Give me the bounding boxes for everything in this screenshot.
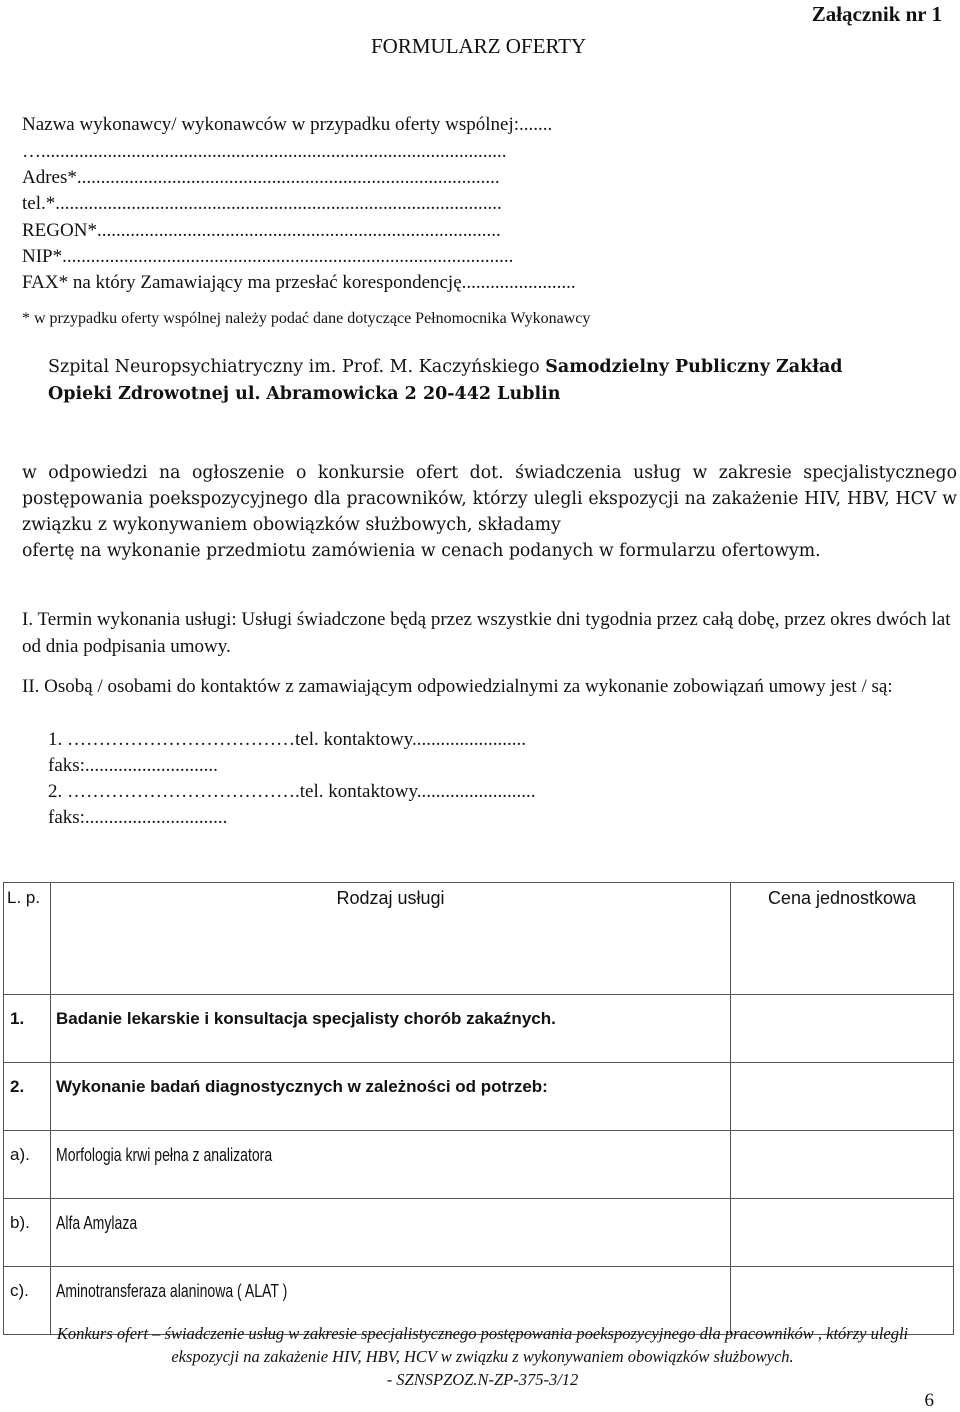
- row-description: Morfologia krwi pełna z analizatora: [56, 1145, 273, 1165]
- response-paragraph: [22, 460, 957, 564]
- row-description: Alfa Amylaza: [56, 1213, 138, 1233]
- header-unit-price: Cena jednostkowa: [731, 883, 954, 995]
- contractor-name-field: Nazwa wykonawcy/ wykonawców w przypadku oferty wspólnej:.......: [22, 114, 553, 135]
- table-row: [4, 995, 954, 1063]
- row-price: [731, 1063, 954, 1131]
- footer-reference: - SZNSPZOZ.N-ZP-375-3/12: [386, 1370, 579, 1389]
- contact-1-fax: faks:............................: [48, 755, 218, 776]
- row-price: [731, 995, 954, 1063]
- institution-name: Szpital Neuropsychiatryczny im. Prof. M. Kaczyńskiego: [48, 357, 540, 377]
- page-footer: [30, 1322, 935, 1391]
- row-description: Aminotransferaza alaninowa ( ALAT ): [56, 1281, 288, 1301]
- institution-type: Samodzielny Publiczny Zakład: [545, 357, 843, 377]
- row-number: b).: [4, 1199, 51, 1267]
- annex-label: Załącznik nr 1: [811, 2, 942, 26]
- row-number: 1.: [4, 995, 51, 1063]
- header-service-type: Rodzaj usługi: [51, 883, 731, 995]
- row-number: c).: [4, 1267, 51, 1335]
- nip-field: NIP*...............................................................................................: [22, 246, 514, 267]
- response-text-last: ofertę na wykonanie przedmiotu zamówienia w cenach podanych w formularzu ofertowym.: [22, 541, 821, 561]
- address-field: Adres*.........................................................................................: [22, 167, 500, 188]
- header-lp: L. p.: [4, 883, 51, 995]
- row-price: [731, 1131, 954, 1199]
- row-price: [731, 1199, 954, 1267]
- row-description: Wykonanie badań diagnostycznych w zależności od potrzeb:: [51, 1063, 731, 1131]
- institution-type-cont: Opieki Zdrowotnej ul.: [48, 384, 261, 404]
- regon-field: REGON*.....................................................................................: [22, 220, 501, 241]
- response-text: w odpowiedzi na ogłoszenie o konkursie ofert dot. świadczenia usług w zakresie specjalistycznego postępowania poekspozycyjnego dla pracowników, którzy ulegli ekspozycji na zakażenie HIV, HBV, HCV w związku z wykonywaniem obowiązków służbowych, składamy: [22, 463, 957, 535]
- table-row: [4, 1199, 954, 1267]
- services-table: [3, 882, 954, 1335]
- term-paragraph: I. Termin wykonania usługi: Usługi świadczone będą przez wszystkie dni tygodnia przez całą dobę, przez okres dwóch lat od dnia podpisania umowy.: [22, 609, 951, 657]
- fax-field: FAX* na który Zamawiający ma przesłać korespondencję........................: [22, 272, 576, 293]
- institution-address: Abramowicka 2 20-442 Lublin: [266, 384, 561, 404]
- table-row: [4, 1063, 954, 1131]
- contractor-name-continuation: …..................................................................................................: [22, 141, 507, 162]
- contact-2-fax: faks:..............................: [48, 807, 228, 828]
- contacts-paragraph: II. Osobą / osobami do kontaktów z zamawiającym odpowiedzialnymi za wykonanie zobowiązań umowy jest / są:: [22, 676, 893, 697]
- table-header-row: [4, 883, 954, 995]
- phone-field: tel.*..............................................................................................: [22, 193, 502, 214]
- institution-line-2: [48, 384, 560, 404]
- contact-2-line: 2. ……………………………….tel. kontaktowy.........................: [48, 781, 536, 802]
- page-number: 6: [924, 1390, 934, 1411]
- footer-text: Konkurs ofert – świadczenie usług w zakresie specjalistycznego postępowania poekspozycyjnego dla pracowników , którzy ulegli ekspozycji na zakażenie HIV, HBV, HCV w związku z wykonywaniem obowiązków służbowych.: [56, 1324, 909, 1366]
- row-number: a).: [4, 1131, 51, 1199]
- footnote: * w przypadku oferty wspólnej należy podać dane dotyczące Pełnomocnika Wykonawcy: [22, 310, 591, 327]
- row-number: 2.: [4, 1063, 51, 1131]
- table-row: [4, 1131, 954, 1199]
- institution-line-1: [48, 357, 843, 377]
- form-title: FORMULARZ OFERTY: [371, 34, 587, 58]
- contact-1-line: 1. ………………………………tel. kontaktowy........................: [48, 729, 526, 750]
- row-description: Badanie lekarskie i konsultacja specjalisty chorób zakaźnych.: [51, 995, 731, 1063]
